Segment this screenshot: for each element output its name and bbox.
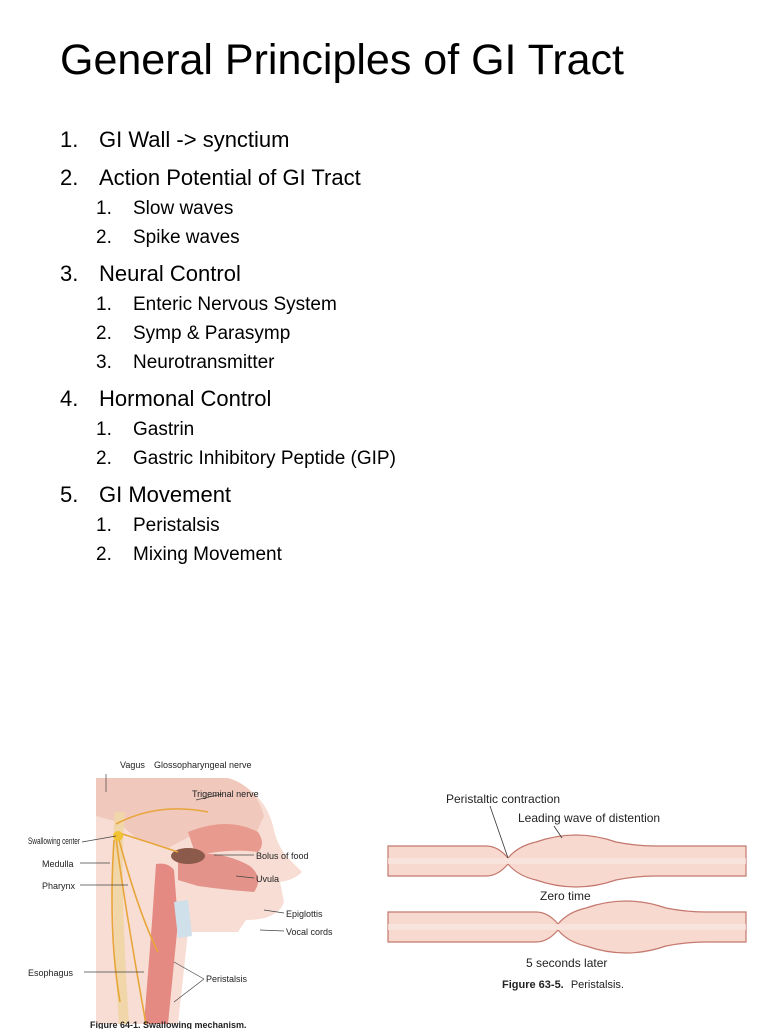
label-trigeminal: Trigeminal nerve [192,789,259,799]
figure-caption-swallowing: Figure 64-1. Swallowing mechanism. [90,1020,247,1029]
outline-list [60,124,700,569]
peristalsis-illustration [386,786,750,996]
label-vagus: Vagus [120,760,145,770]
label-bolus: Bolus of food [256,851,309,861]
slide-title: General Principles of GI Tract [60,36,624,84]
outline-subitem [60,319,700,348]
outline-text: GI Wall -> synctium [99,127,290,152]
caption-figure-number: Figure 63-5. [502,979,564,991]
label-five-seconds: 5 seconds later [526,956,608,970]
outline-subnumber: 1. [96,419,112,440]
outline-number: 2. [60,165,79,190]
outline-subnumber: 1. [96,198,112,219]
outline-subtext: Gastrin [133,419,195,440]
outline-subnumber: 2. [96,227,112,248]
outline-subtext: Gastric Inhibitory Peptide (GIP) [133,448,396,469]
outline-subnumber: 2. [96,448,112,469]
outline-subnumber: 3. [96,352,112,373]
label-esophagus: Esophagus [28,968,74,978]
label-epiglottis: Epiglottis [286,909,323,919]
outline-item [60,162,700,194]
outline-subitem [60,511,700,540]
label-zero-time: Zero time [540,889,591,903]
peristalsis-figure [386,786,750,996]
outline-subtext: Symp & Parasymp [133,323,291,344]
label-leading-wave: Leading wave of distention [518,811,661,825]
svg-text:Figure 63-5. Peristalsis [502,979,624,991]
outline-subitem [60,348,700,377]
outline-subtext: Spike waves [133,227,240,248]
outline-text: GI Movement [99,482,232,507]
outline-subitem [60,415,700,444]
outline-subnumber: 1. [96,294,112,315]
label-uvula: Uvula [256,874,280,884]
label-glossopharyngeal: Glossopharyngeal nerve [154,760,252,770]
swallowing-figure [28,752,358,1029]
outline-text: Action Potential of GI Tract [99,165,361,190]
outline-number: 4. [60,386,79,411]
outline-subtext: Neurotransmitter [133,352,275,373]
label-peristaltic-contraction: Peristaltic contraction [446,792,561,806]
outline-subtext: Slow waves [133,198,234,219]
outline-number: 1. [60,127,79,152]
outline-text: Neural Control [99,261,241,286]
outline-subitem [60,290,700,319]
label-vocal-cords: Vocal cords [286,927,333,937]
outline-item [60,383,700,415]
label-peristalsis: Peristalsis [206,974,248,984]
outline-item [60,258,700,290]
outline-item [60,479,700,511]
swallowing-illustration [28,752,358,1029]
bolus-shape [171,848,205,864]
outline-subtext: Mixing Movement [133,544,282,565]
outline-number: 3. [60,261,79,286]
label-pharynx: Pharynx [42,881,76,891]
outline-subitem [60,540,700,569]
outline-subitem [60,444,700,473]
outline-subnumber: 2. [96,544,112,565]
caption-figure-text: Peristalsis. [570,979,624,991]
outline-text: Hormonal Control [99,386,272,411]
outline-item [60,124,700,156]
outline-subnumber: 2. [96,323,112,344]
outline-subitem [60,223,700,252]
outline-subnumber: 1. [96,515,112,536]
outline-subtext: Peristalsis [133,515,220,536]
outline-subitem [60,194,700,223]
outline-number: 5. [60,482,79,507]
outline-subtext: Enteric Nervous System [133,294,337,315]
label-swallowing-center: Swallowing center [28,836,80,846]
label-medulla: Medulla [42,859,74,869]
